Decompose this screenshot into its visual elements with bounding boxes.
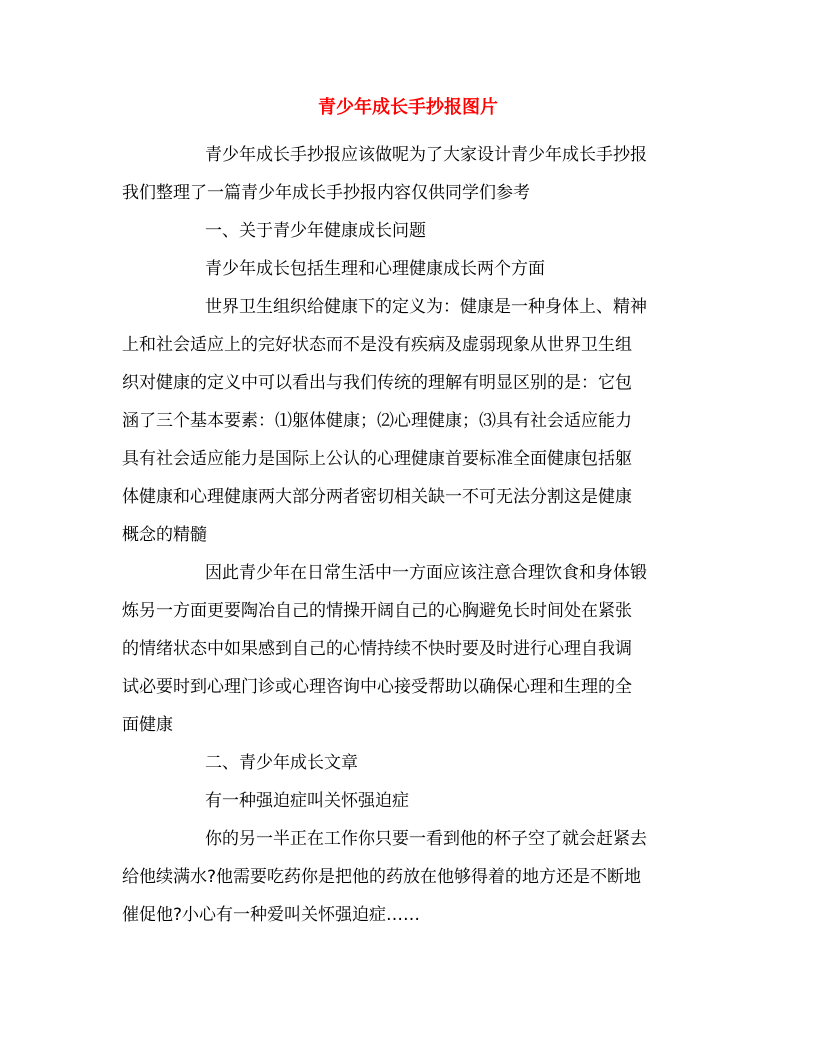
section-heading-1 <box>122 212 702 250</box>
paragraph-line: 二、青少年成长文章 <box>205 753 358 773</box>
paragraph-who-definition <box>122 288 702 554</box>
paragraph-line: 炼另一方面更要陶冶自己的情操开阔自己的心胸避免长时间处在紧张 <box>122 601 632 621</box>
paragraph-line: 上和社会适应上的完好状态而不是没有疾病及虚弱现象从世界卫生组 <box>122 335 632 355</box>
paragraph-line: 的情绪状态中如果感到自己的心情持续不快时要及时进行心理自我调 <box>122 639 632 659</box>
document-title: 青少年成长手抄报图片 <box>318 97 498 118</box>
paragraph-line: 你的另一半正在工作你只要一看到他的杯子空了就会赶紧去 <box>205 829 647 849</box>
paragraph-line: 一、关于青少年健康成长问题 <box>205 221 426 241</box>
paragraph-line: 给他续满水?他需要吃药你是把他的药放在他够得着的地方还是不断地 <box>122 867 642 887</box>
document-body <box>122 136 702 934</box>
paragraph-line: 世界卫生组织给健康下的定义为：健康是一种身体上、精神 <box>205 297 647 317</box>
paragraph-intro <box>122 136 702 212</box>
article-subtitle <box>122 782 702 820</box>
paragraph-line: 涵了三个基本要素：⑴躯体健康；⑵心理健康；⑶具有社会适应能力 <box>122 411 632 431</box>
paragraph-line: 有一种强迫症叫关怀强迫症 <box>205 791 409 811</box>
paragraph-line: 概念的精髓 <box>122 525 207 545</box>
paragraph-line: 我们整理了一篇青少年成长手抄报内容仅供同学们参考 <box>122 183 530 203</box>
paragraph-growth-aspects <box>122 250 702 288</box>
section-heading-2 <box>122 744 702 782</box>
paragraph-line: 具有社会适应能力是国际上公认的心理健康首要标准全面健康包括躯 <box>122 449 632 469</box>
paragraph-line: 试必要时到心理门诊或心理咨询中心接受帮助以确保心理和生理的全 <box>122 677 632 697</box>
paragraph-line: 青少年成长包括生理和心理健康成长两个方面 <box>205 259 545 279</box>
paragraph-line: 面健康 <box>122 715 173 735</box>
paragraph-line: 青少年成长手抄报应该做呢为了大家设计青少年成长手抄报 <box>205 145 647 165</box>
paragraph-article-body <box>122 820 702 934</box>
paragraph-line: 催促他?小心有一种爱叫关怀强迫症…… <box>122 905 421 925</box>
paragraph-line: 因此青少年在日常生活中一方面应该注意合理饮食和身体锻 <box>205 563 647 583</box>
paragraph-line: 体健康和心理健康两大部分两者密切相关缺一不可无法分割这是健康 <box>122 487 632 507</box>
paragraph-line: 织对健康的定义中可以看出与我们传统的理解有明显区别的是：它包 <box>122 373 632 393</box>
paragraph-daily-life <box>122 554 702 744</box>
